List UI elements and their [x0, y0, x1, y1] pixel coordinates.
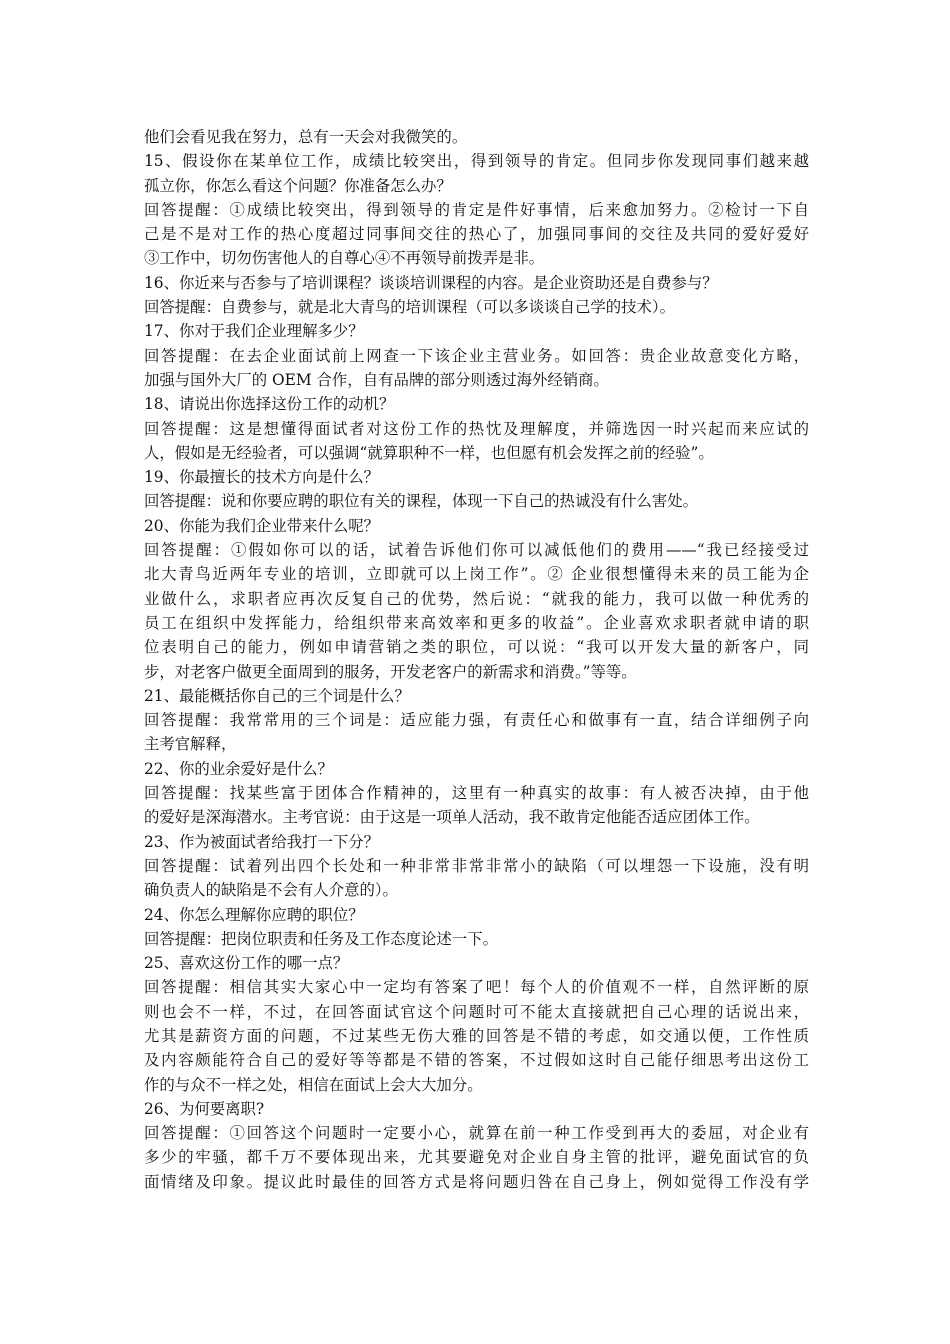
- text-line: 员工在组织中发挥能力，给组织带来高效率和更多的收益”。企业喜欢求职者就申请的职: [144, 613, 809, 632]
- text-line: 业做什么，求职者应再次反复自己的优势，然后说：“就我的能力，我可以做一种优秀的: [144, 589, 809, 608]
- text-line: 21、最能概括你自己的三个词是什么？: [144, 686, 410, 705]
- text-line: 确负责人的缺陷是不会有人介意的）。: [144, 881, 398, 900]
- text-line: 回答提醒：这是想懂得面试者对这份工作的热忱及理解度，并筛选因一时兴起而来应试的: [144, 419, 809, 438]
- text-line: 回答提醒：相信其实大家心中一定均有答案了吧！每个人的价值观不一样，自然评断的原: [144, 978, 809, 997]
- text-line: 面情绪及印象。提议此时最佳的回答方式是将问题归咎在自己身上，例如觉得工作没有学: [144, 1172, 809, 1191]
- text-line: 步，对老客户做更全面周到的服务，开发老客户的新需求和消费。”等等。: [144, 662, 637, 681]
- text-line: 回答提醒：①假如你可以的话，试着告诉他们你可以减低他们的费用——“我已经接受过: [144, 541, 809, 560]
- document-body: [144, 125, 809, 1194]
- text-line: 22、你的业余爱好是什么？: [144, 759, 333, 778]
- text-line: 他们会看见我在努力，总有一天会对我微笑的。: [144, 128, 468, 146]
- text-line: 回答提醒：把岗位职责和任务及工作态度论述一下。: [144, 929, 498, 948]
- text-line: 及内容颇能符合自己的爱好等等都是不错的答案，不过假如这时自己能仔细思考出这份工: [144, 1051, 809, 1070]
- text-line: 19、你最擅长的技术方向是什么？: [144, 468, 380, 487]
- text-line: 作的与众不一样之处，相信在面试上会大大加分。: [144, 1075, 483, 1094]
- text-line: 回答提醒：在去企业面试前上网查一下该企业主营业务。如回答：贵企业故意变化方略，: [144, 346, 809, 365]
- text-line: 回答提醒：说和你要应聘的职位有关的课程，体现一下自己的热诚没有什么害处。: [144, 492, 699, 511]
- text-line: 15、假设你在某单位工作，成绩比较突出，得到领导的肯定。但同步你发现同事们越来越: [144, 152, 809, 171]
- text-line: 25、喜欢这份工作的哪一点？: [144, 954, 349, 973]
- text-line: 孤立你，你怎么看这个问题？你准备怎么办？: [144, 176, 452, 195]
- text-line: 尤其是薪资方面的问题，不过某些无伤大雅的回答是不错的考虑，如交通以便，工作性质: [144, 1026, 809, 1045]
- text-line: 己是不是对工作的热心度超过同事间交往的热心了，加强同事间的交往及共同的爱好爱好: [144, 225, 809, 244]
- text-line: 的爱好是深海潜水。主考官说：由于这是一项单人活动，我不敢肯定他能否适应团体工作。: [144, 808, 760, 827]
- text-line: 回答提醒：找某些富于团体合作精神的，这里有一种真实的故事：有人被否决掉，由于他: [144, 784, 809, 803]
- text-line: 17、你对于我们企业理解多少？: [144, 322, 364, 341]
- text-line: 则也会不一样，不过，在回答面试官这个问题时可不能太直接就把自己心理的话说出来，: [144, 1002, 809, 1021]
- text-line: 18、请说出你选择这份工作的动机？: [144, 395, 395, 414]
- text-line: 多少的牢骚，都千万不要体现出来，尤其要避免对企业自身主管的批评，避免面试官的负: [144, 1148, 809, 1167]
- text-line: 回答提醒：我常常用的三个词是：适应能力强，有责任心和做事有一直，结合详细例子向: [144, 711, 809, 730]
- text-line: ③工作中，切勿伤害他人的自尊心④不再领导前拨弄是非。: [144, 249, 545, 268]
- text-line: 北大青鸟近两年专业的培训，立即就可以上岗工作”。② 企业很想懂得未来的员工能为企: [144, 565, 809, 584]
- text-line: 回答提醒：自费参与，就是北大青鸟的培训课程（可以多谈谈自己学的技术）。: [144, 298, 675, 317]
- text-line: 回答提醒：①回答这个问题时一定要小心，就算在前一种工作受到再大的委屈，对企业有: [144, 1124, 809, 1143]
- text-line: 主考官解释，: [144, 735, 237, 754]
- text-line: 位表明自己的能力，例如申请营销之类的职位，可以说：“我可以开发大量的新客户，同: [144, 638, 809, 657]
- text-line: 24、你怎么理解你应聘的职位？: [144, 905, 364, 924]
- text-line: 人，假如是无经验者，可以强调“就算职种不一样，也但愿有机会发挥之前的经验”。: [144, 443, 714, 462]
- text-line: 20、你能为我们企业带来什么呢？: [144, 516, 380, 535]
- text-line: 16、你近来与否参与了培训课程？谈谈培训课程的内容。是企业资助还是自费参与？: [144, 273, 718, 292]
- text-line: 26、为何要离职?: [144, 1099, 265, 1118]
- text-line: 回答提醒：①成绩比较突出，得到领导的肯定是件好事情，后来愈加努力。②检讨一下自: [144, 200, 809, 219]
- text-line: 回答提醒：试着列出四个长处和一种非常非常非常小的缺陷（可以埋怨一下设施，没有明: [144, 856, 809, 875]
- text-line: 加强与国外大厂的 OEM 合作，自有品牌的部分则透过海外经销商。: [144, 370, 609, 389]
- text-line: 23、作为被面试者给我打一下分？: [144, 832, 380, 851]
